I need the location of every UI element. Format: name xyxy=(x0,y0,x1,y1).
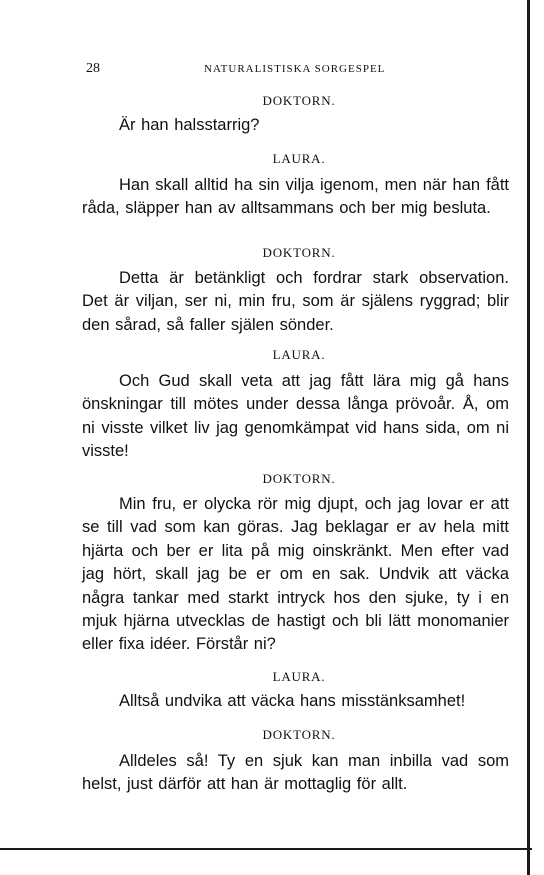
dialogue-paragraph: Alldeles så! Ty en sjuk kan man inbilla vad som helst, just därför att han är mottaglig för allt. xyxy=(82,752,509,794)
dialogue-paragraph: Min fru, er olycka rör mig djupt, och jag lovar er att se till vad som kan göras. Jag beklagar er av hela mitt hjärta och ber er lita på mig oinskränkt. Men efter vad jag hört, skall jag be er om en sak. Undvik att väcka några tankar med starkt intryck hos den sjuke, ty i en mjuk hjärna utvecklas de hastigt och bli lätt monomanier eller fixa idéer. Förstår ni? xyxy=(82,495,509,654)
speaker-label: LAURA. xyxy=(272,151,326,166)
speaker-label: LAURA. xyxy=(272,669,326,684)
speaker-label: DOKTORN. xyxy=(262,245,336,260)
dialogue-line: Alltså undvika att väcka hans misstänksamhet! xyxy=(119,692,466,710)
speaker-label: DOKTORN. xyxy=(262,93,336,108)
speaker-label: DOKTORN. xyxy=(262,471,336,486)
running-title: NATURALISTISKA SORGESPEL xyxy=(204,63,386,75)
dialogue-paragraph: Och Gud skall veta att jag fått lära mig gå hans önskningar till mötes under dessa långa prövoår. Å, om ni visste vilket liv jag genomkämpat vid hans sida, om ni visste! xyxy=(82,372,509,461)
dialogue-paragraph: Detta är betänkligt och fordrar stark observation. Det är viljan, ser ni, min fru, som är själens ryggrad; blir den sårad, så faller själen sönder. xyxy=(82,269,509,334)
page-edge-bottom xyxy=(0,848,532,850)
speaker-label: DOKTORN. xyxy=(262,727,336,742)
speaker-label: LAURA. xyxy=(272,347,326,362)
page-edge-right xyxy=(527,0,530,875)
dialogue-paragraph: Han skall alltid ha sin vilja igenom, men när han fått råda, släpper han av alltsammans och ber mig besluta. xyxy=(82,176,509,218)
dialogue-line: Är han halsstarrig? xyxy=(119,116,260,134)
page-number: 28 xyxy=(86,61,100,76)
